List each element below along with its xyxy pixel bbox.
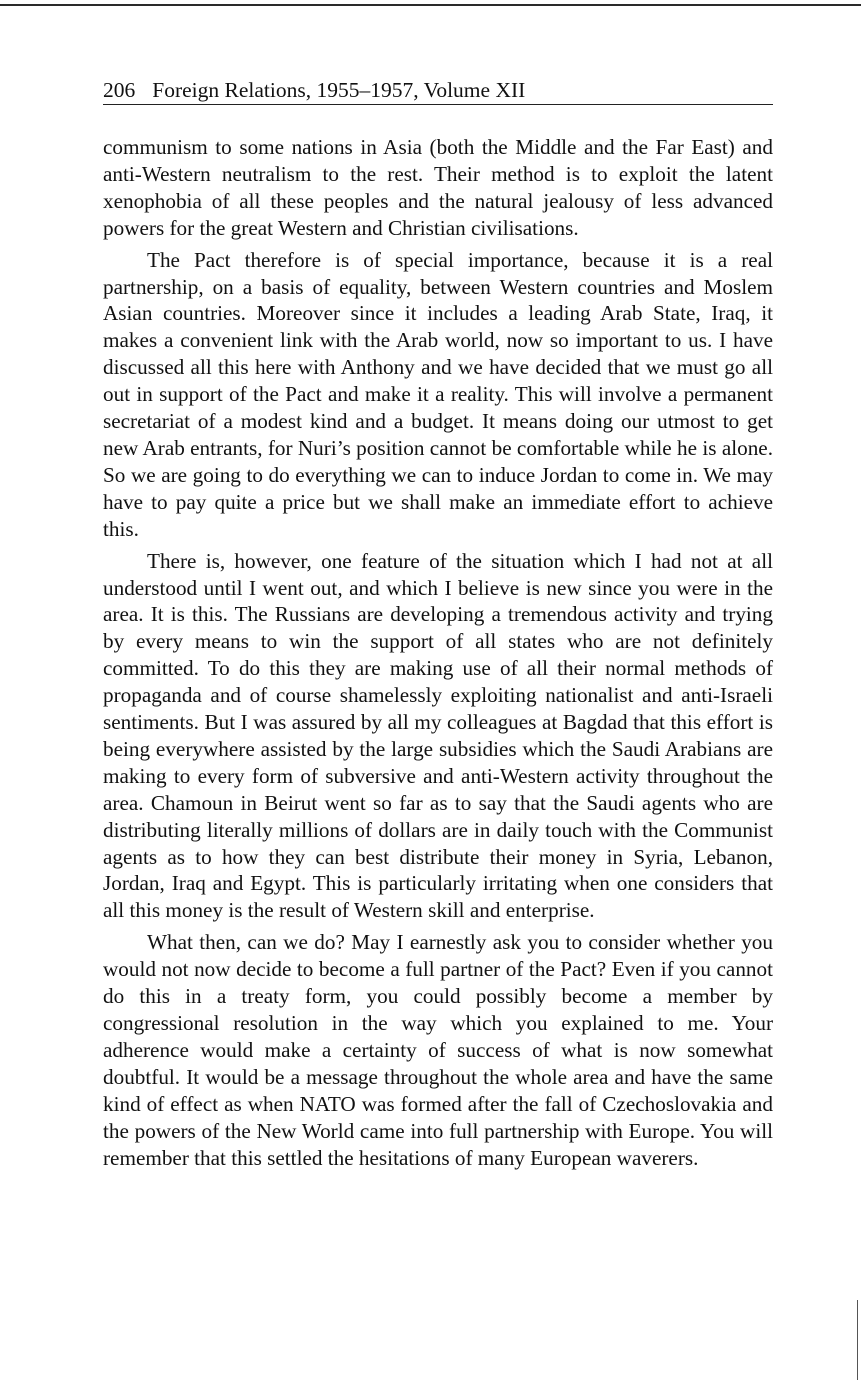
paragraph: There is, however, one feature of the situation which I had not at all understood until I went out, and which I believe is new since you were in the area. It is this. The Russians are developing a tremendous activity and trying by every means to win the support of all states who are not definitely committed. To do this they are making use of all their normal methods of propaganda and of course shamelessly exploiting nationalist and anti-Israeli sentiments. But I was assured by all my colleagues at Bagdad that this effort is being everywhere assisted by the large subsidies which the Saudi Arabians are making to every form of subversive and anti-Western activity throughout the area. Chamoun in Beirut went so far as to say that the Saudi agents who are distributing literally millions of dollars are in daily touch with the Communist agents as to how they can best distribute their money in Syria, Lebanon, Jordan, Iraq and Egypt. This is particularly irritating when one considers that all this money is the result of Western skill and enterprise. (103, 548, 773, 923)
paragraph: The Pact therefore is of special importance, because it is a real partnership, on a basis of equality, between Western countries and Moslem Asian countries. Moreover since it includes a leading Arab State, Iraq, it makes a convenient link with the Arab world, now so important to us. I have discussed all this here with Anthony and we have decided that we must go all out in support of the Pact and make it a reality. This will involve a permanent secretariat of a modest kind and a budget. It means doing our utmost to get new Arab entrants, for Nuri’s position cannot be comfortable while he is alone. So we are going to do everything we can to induce Jordan to come in. We may have to pay quite a price but we shall make an immediate effort to achieve this. (103, 247, 773, 541)
running-header (103, 76, 773, 105)
running-title: Foreign Relations, 1955–1957, Volume XII (152, 78, 526, 102)
paragraph-continued: communism to some nations in Asia (both the Middle and the Far East) and anti-Western neutralism to the rest. Their method is to exploit the latent xenophobia of all these peoples and the natural jealousy of less advanced powers for the great Western and Christian civilisations. (103, 135, 773, 240)
page-number: 206 (103, 78, 136, 102)
document-body (103, 134, 773, 1171)
top-border-line (0, 4, 861, 6)
page-edge-line (857, 1300, 858, 1380)
paragraph: What then, can we do? May I earnestly ask you to consider whether you would not now decide to become a full partner of the Pact? Even if you cannot do this in a treaty form, you could possibly become a member by congressional resolution in the way which you explained to me. Your adherence would make a certainty of success of what is now somewhat doubtful. It would be a message throughout the whole area and have the same kind of effect as when NATO was formed after the fall of Czechoslovakia and the powers of the New World came into full partnership with Europe. You will remember that this settled the hesitations of many European waverers. (103, 930, 773, 1170)
document-page (103, 76, 773, 1176)
